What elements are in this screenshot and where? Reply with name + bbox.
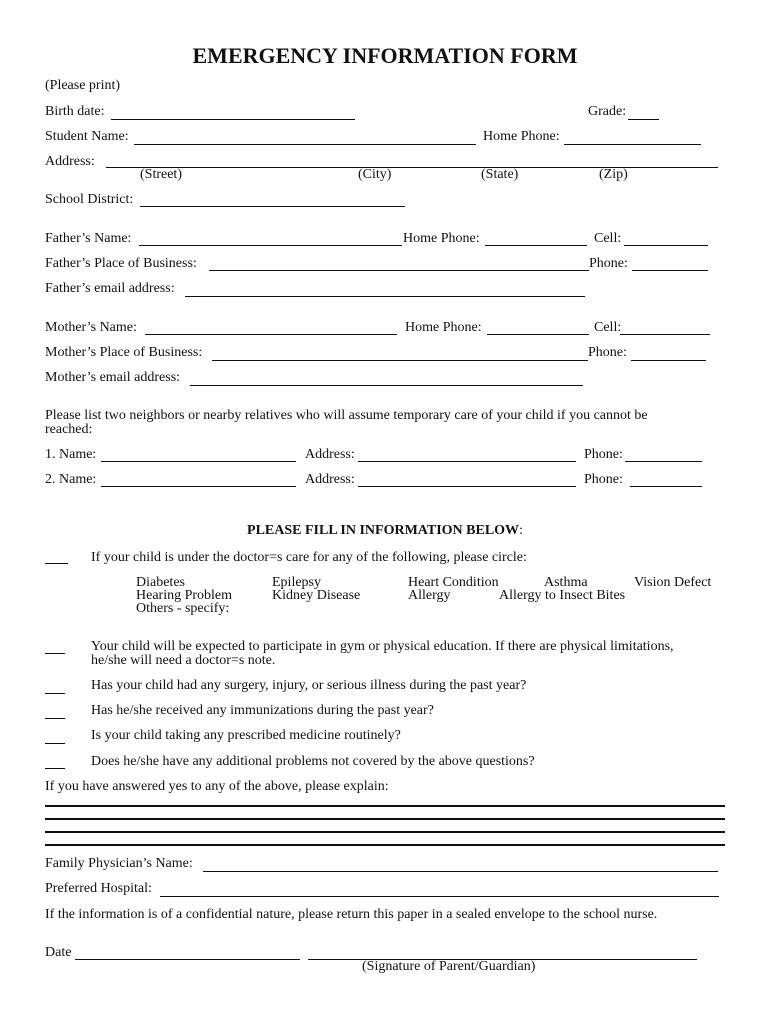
city-caption: (City) (358, 167, 392, 182)
neighbor-2-phone-field[interactable] (630, 486, 702, 487)
mother-email-label: Mother’s email address: (45, 370, 181, 385)
mother-email-field[interactable] (190, 385, 583, 386)
mother-home-phone-label: Home Phone: (405, 320, 482, 335)
student-home-phone-label: Home Phone: (483, 129, 560, 144)
neighbor-1-address-field[interactable] (358, 461, 576, 462)
father-name-label: Father’s Name: (45, 231, 132, 246)
signature-caption: (Signature of Parent/Guardian) (362, 959, 536, 974)
student-name-label: Student Name: (45, 129, 129, 144)
state-caption: (State) (481, 167, 519, 182)
neighbor-2-name-label: 2. Name: (45, 472, 97, 487)
father-name-field[interactable] (139, 245, 402, 246)
father-cell-label: Cell: (594, 231, 622, 246)
father-business-label: Father’s Place of Business: (45, 256, 197, 271)
father-business-phone-label: Phone: (589, 256, 628, 271)
neighbors-instruction-cont: reached: (45, 422, 93, 437)
explain-line-4[interactable] (45, 844, 725, 846)
zip-caption: (Zip) (599, 167, 628, 182)
neighbor-2-phone-label: Phone: (584, 472, 623, 487)
explain-line-3[interactable] (45, 831, 725, 833)
condition-insect-allergy: Allergy to Insect Bites (499, 588, 626, 603)
condition-others: Others - specify: (136, 601, 230, 616)
page-title: EMERGENCY INFORMATION FORM (192, 43, 578, 68)
fill-in-heading (0, 523, 770, 539)
q4-text: Has he/she received any immunizations during the past year? (91, 703, 434, 718)
condition-epilepsy: Epilepsy (272, 575, 321, 590)
preferred-hospital-field[interactable] (160, 896, 719, 897)
condition-hearing: Hearing Problem (136, 588, 233, 603)
confidential-note: If the information is of a confidential nature, please return this paper in a sealed envelope to the school nurse. (45, 907, 658, 922)
mother-cell-field[interactable] (620, 334, 710, 335)
mother-business-label: Mother’s Place of Business: (45, 345, 203, 360)
father-home-phone-field[interactable] (485, 245, 587, 246)
mother-business-phone-field[interactable] (631, 360, 706, 361)
q3-text: Has your child had any surgery, injury, or serious illness during the past year? (91, 678, 527, 693)
grade-field[interactable] (628, 119, 659, 120)
neighbor-1-phone-field[interactable] (625, 461, 702, 462)
q1-text: If your child is under the doctor=s care for any of the following, please circle: (91, 550, 527, 565)
date-field[interactable] (75, 959, 300, 960)
q5-check-blank[interactable] (45, 743, 65, 744)
fill-in-heading-text: PLEASE FILL IN INFORMATION BELOW (247, 523, 520, 538)
neighbor-1-address-label: Address: (305, 447, 355, 462)
condition-asthma: Asthma (544, 575, 588, 590)
q5-text: Is your child taking any prescribed medicine routinely? (91, 728, 401, 743)
mother-name-field[interactable] (145, 334, 397, 335)
birth-date-field[interactable] (111, 119, 355, 120)
q2-text: Your child will be expected to participate in gym or physical education. If there are physical limitations, (91, 639, 674, 654)
neighbor-1-name-label: 1. Name: (45, 447, 97, 462)
mother-business-field[interactable] (212, 360, 588, 361)
address-label: Address: (45, 154, 95, 169)
q2-text-cont: he/she will need a doctor=s note. (91, 653, 276, 668)
neighbor-2-address-field[interactable] (358, 486, 576, 487)
mother-cell-label: Cell: (594, 320, 622, 335)
preferred-hospital-label: Preferred Hospital: (45, 881, 152, 896)
explain-line-1[interactable] (45, 805, 725, 807)
father-email-label: Father’s email address: (45, 281, 175, 296)
condition-kidney: Kidney Disease (272, 588, 361, 603)
mother-business-phone-label: Phone: (588, 345, 627, 360)
fill-in-heading-colon: : (519, 523, 523, 538)
q4-check-blank[interactable] (45, 718, 65, 719)
q1-check-blank[interactable] (45, 563, 68, 564)
condition-diabetes: Diabetes (136, 575, 185, 590)
father-home-phone-label: Home Phone: (403, 231, 480, 246)
grade-label: Grade: (588, 104, 627, 119)
q6-check-blank[interactable] (45, 768, 65, 769)
father-email-field[interactable] (185, 296, 585, 297)
family-physician-field[interactable] (203, 871, 718, 872)
mother-home-phone-field[interactable] (487, 334, 589, 335)
father-business-field[interactable] (209, 270, 589, 271)
student-home-phone-field[interactable] (564, 144, 701, 145)
school-district-field[interactable] (140, 206, 405, 207)
neighbor-2-address-label: Address: (305, 472, 355, 487)
family-physician-label: Family Physician’s Name: (45, 856, 193, 871)
street-caption: (Street) (140, 167, 182, 182)
date-label: Date (45, 945, 72, 960)
father-cell-field[interactable] (624, 245, 708, 246)
explain-line-2[interactable] (45, 818, 725, 820)
neighbor-1-name-field[interactable] (101, 461, 296, 462)
q3-check-blank[interactable] (45, 693, 65, 694)
neighbor-1-phone-label: Phone: (584, 447, 623, 462)
school-district-label: School District: (45, 192, 134, 207)
father-business-phone-field[interactable] (632, 270, 708, 271)
condition-allergy: Allergy (408, 588, 451, 603)
q2-check-blank[interactable] (45, 653, 65, 654)
please-print-note: (Please print) (45, 78, 121, 93)
condition-heart: Heart Condition (408, 575, 499, 590)
q6-text: Does he/she have any additional problems not covered by the above questions? (91, 754, 535, 769)
explain-label: If you have answered yes to any of the above, please explain: (45, 779, 389, 794)
neighbor-2-name-field[interactable] (101, 486, 296, 487)
student-name-field[interactable] (134, 144, 476, 145)
mother-name-label: Mother’s Name: (45, 320, 137, 335)
birth-date-label: Birth date: (45, 104, 105, 119)
neighbors-instruction: Please list two neighbors or nearby relatives who will assume temporary care of your child if you cannot be (45, 408, 648, 423)
condition-vision: Vision Defect (634, 575, 712, 590)
